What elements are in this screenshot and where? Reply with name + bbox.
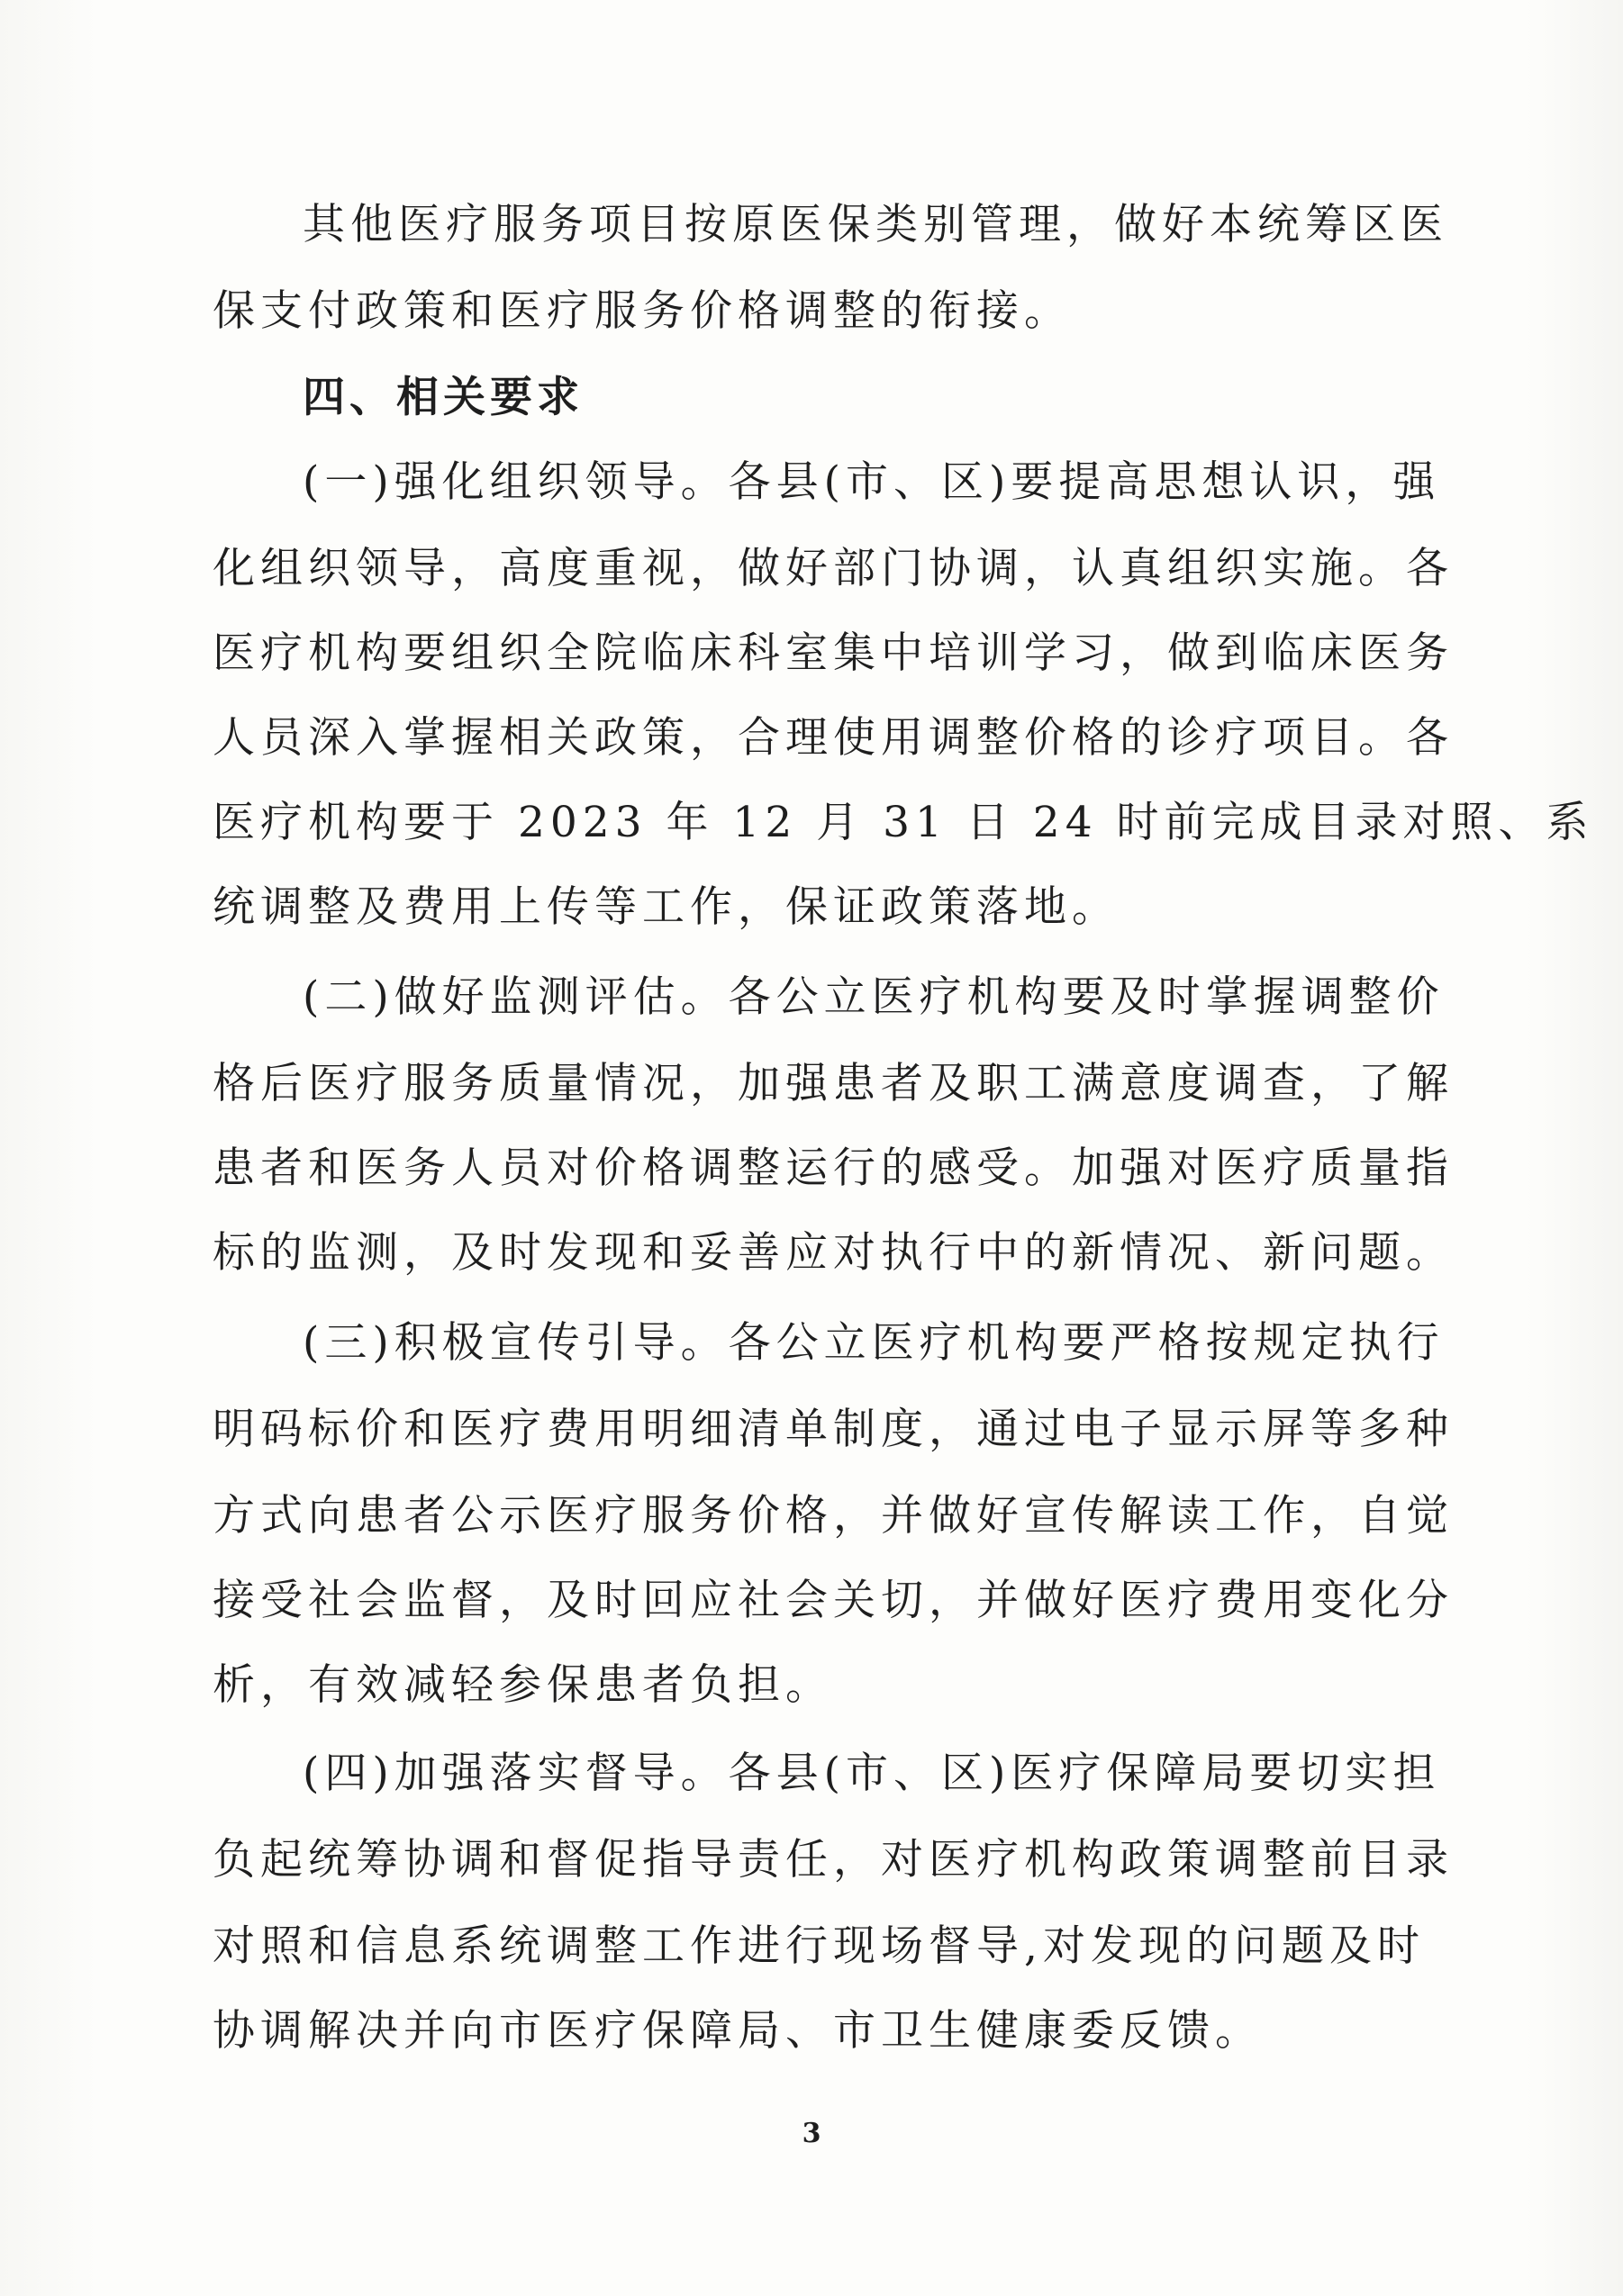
text-line: 接受社会监督，及时回应社会关切，并做好医疗费用变化分 [213,1576,1454,1625]
text-line: 负起统筹协调和督促指导责任，对医疗机构政策调整前目录 [213,1835,1454,1885]
text-line: 格后医疗服务质量情况，加强患者及职工满意度调查，了解 [213,1059,1454,1108]
section-heading: 四、相关要求 [303,373,584,422]
text-line: 化组织领导，高度重视，做好部门协调，认真组织实施。各 [213,544,1454,593]
text-line: 协调解决并向市医疗保障局、市卫生健康委反馈。 [213,2006,1263,2056]
text-line: 保支付政策和医疗服务价格调整的衔接。 [213,286,1072,336]
text-line: 标的监测，及时发现和妥善应对执行中的新情况、新问题。 [213,1228,1454,1278]
text-line: 统调整及费用上传等工作，保证政策落地。 [213,882,1120,932]
text-line: 对照和信息系统调整工作进行现场督导,对发现的问题及时 [213,1921,1425,1971]
text-line: 明码标价和医疗费用明细清单制度，通过电子显示屏等多种 [213,1405,1454,1454]
text-line: 析，有效减轻参保患者负担。 [213,1660,833,1710]
text-line: 医疗机构要组织全院临床科室集中培训学习，做到临床医务 [213,628,1454,678]
text-line: 方式向患者公示医疗服务价格，并做好宣传解读工作，自觉 [213,1491,1454,1541]
text-line: 人员深入掌握相关政策，合理使用调整价格的诊疗项目。各 [213,713,1454,763]
text-line: 其他医疗服务项目按原医保类别管理，做好本统筹区医 [303,200,1448,249]
paragraph-start: (四)加强落实督导。各县(市、区)医疗保障局要切实担 [303,1749,1441,1798]
paragraph-start: (二)做好监测评估。各公立医疗机构要及时掌握调整价 [303,972,1445,1022]
paragraph-start: (一)强化组织领导。各县(市、区)要提高思想认识，强 [303,457,1441,507]
page-number: 3 [802,2118,821,2149]
paragraph-start: (三)积极宣传引导。各公立医疗机构要严格按规定执行 [303,1318,1445,1368]
text-line: 患者和医务人员对价格调整运行的感受。加强对医疗质量指 [213,1143,1454,1193]
text-line: 医疗机构要于 2023 年 12 月 31 日 24 时前完成目录对照、系 [213,798,1594,847]
